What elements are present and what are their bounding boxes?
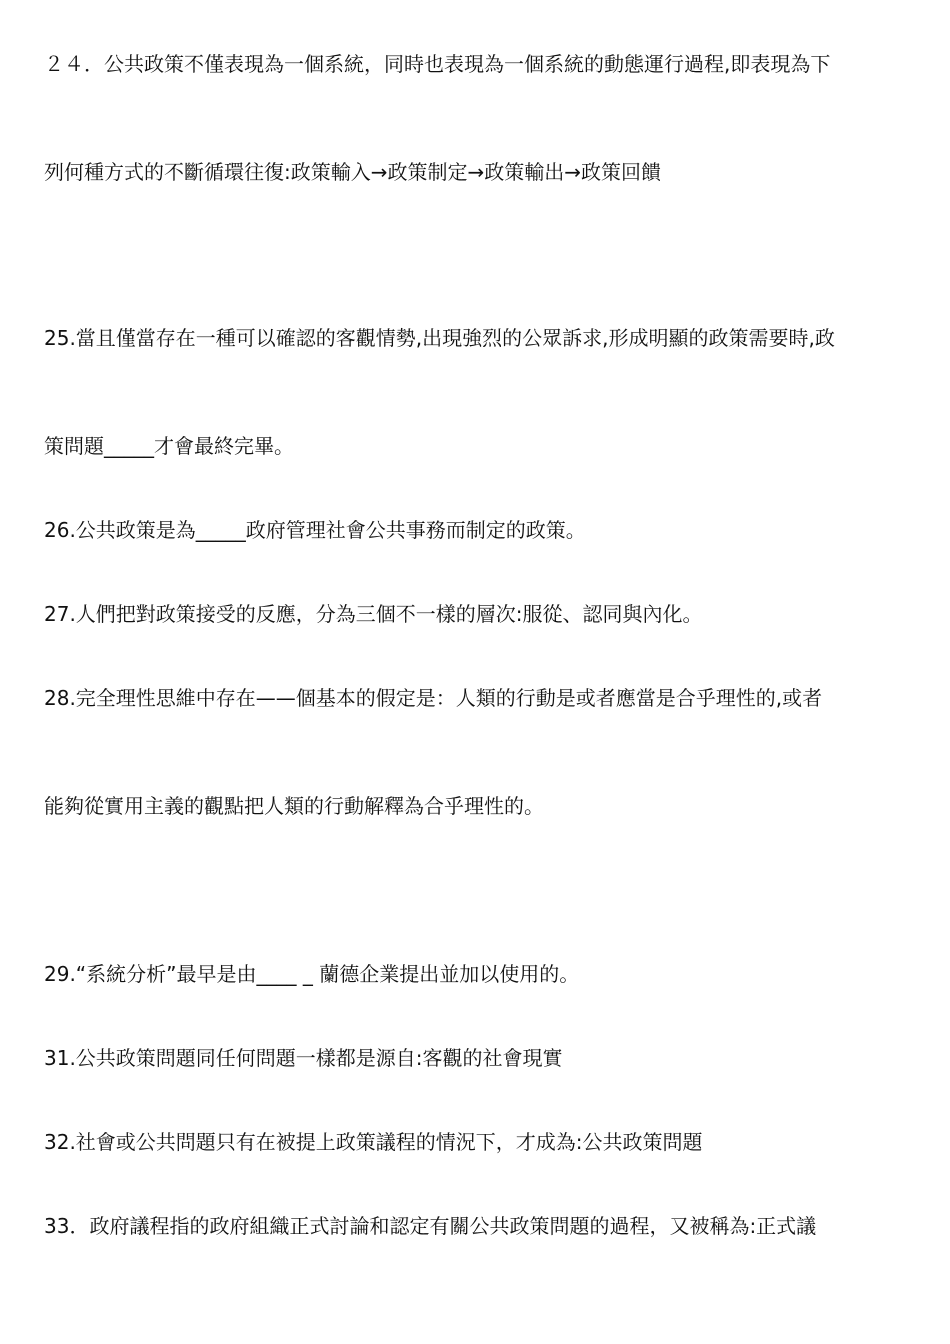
question-24-line-2: 列何種方式的不斷循環往復:政策輸入→政策制定→政策輸出→政策回饋	[44, 160, 662, 184]
question-28-line-2: 能夠從實用主義的觀點把人類的行動解釋為合乎理性的。	[44, 794, 544, 818]
question-32: 32.社會或公共問題只有在被提上政策議程的情況下，才成為:公共政策問題	[44, 1130, 703, 1154]
question-26: 26.公共政策是為_____政府管理社會公共事務而制定的政策。	[44, 518, 586, 542]
question-33-line-1: 33．政府議程指的政府組織正式討論和認定有關公共政策問題的過程，又被稱為:正式議	[44, 1214, 817, 1238]
question-24-line-1: ２４．公共政策不僅表現為一個系統，同時也表現為一個系統的動態運行過程,即表現為下	[44, 52, 831, 76]
question-25-line-2: 策問題_____才會最終完畢。	[44, 434, 294, 458]
question-28-line-1: 28.完全理性思維中存在——個基本的假定是：人類的行動是或者應當是合乎理性的,或者	[44, 686, 823, 710]
question-29: 29.“系統分析”最早是由____ _ 蘭德企業提出並加以使用的。	[44, 962, 580, 986]
question-31: 31.公共政策問題同任何問題一樣都是源自:客觀的社會現實	[44, 1046, 563, 1070]
question-27: 27.人們把對政策接受的反應，分為三個不一樣的層次:服從、認同與內化。	[44, 602, 703, 626]
question-25-line-1: 25.當且僅當存在一種可以確認的客觀情勢,出現強烈的公眾訴求,形成明顯的政策需要時,政	[44, 326, 835, 350]
